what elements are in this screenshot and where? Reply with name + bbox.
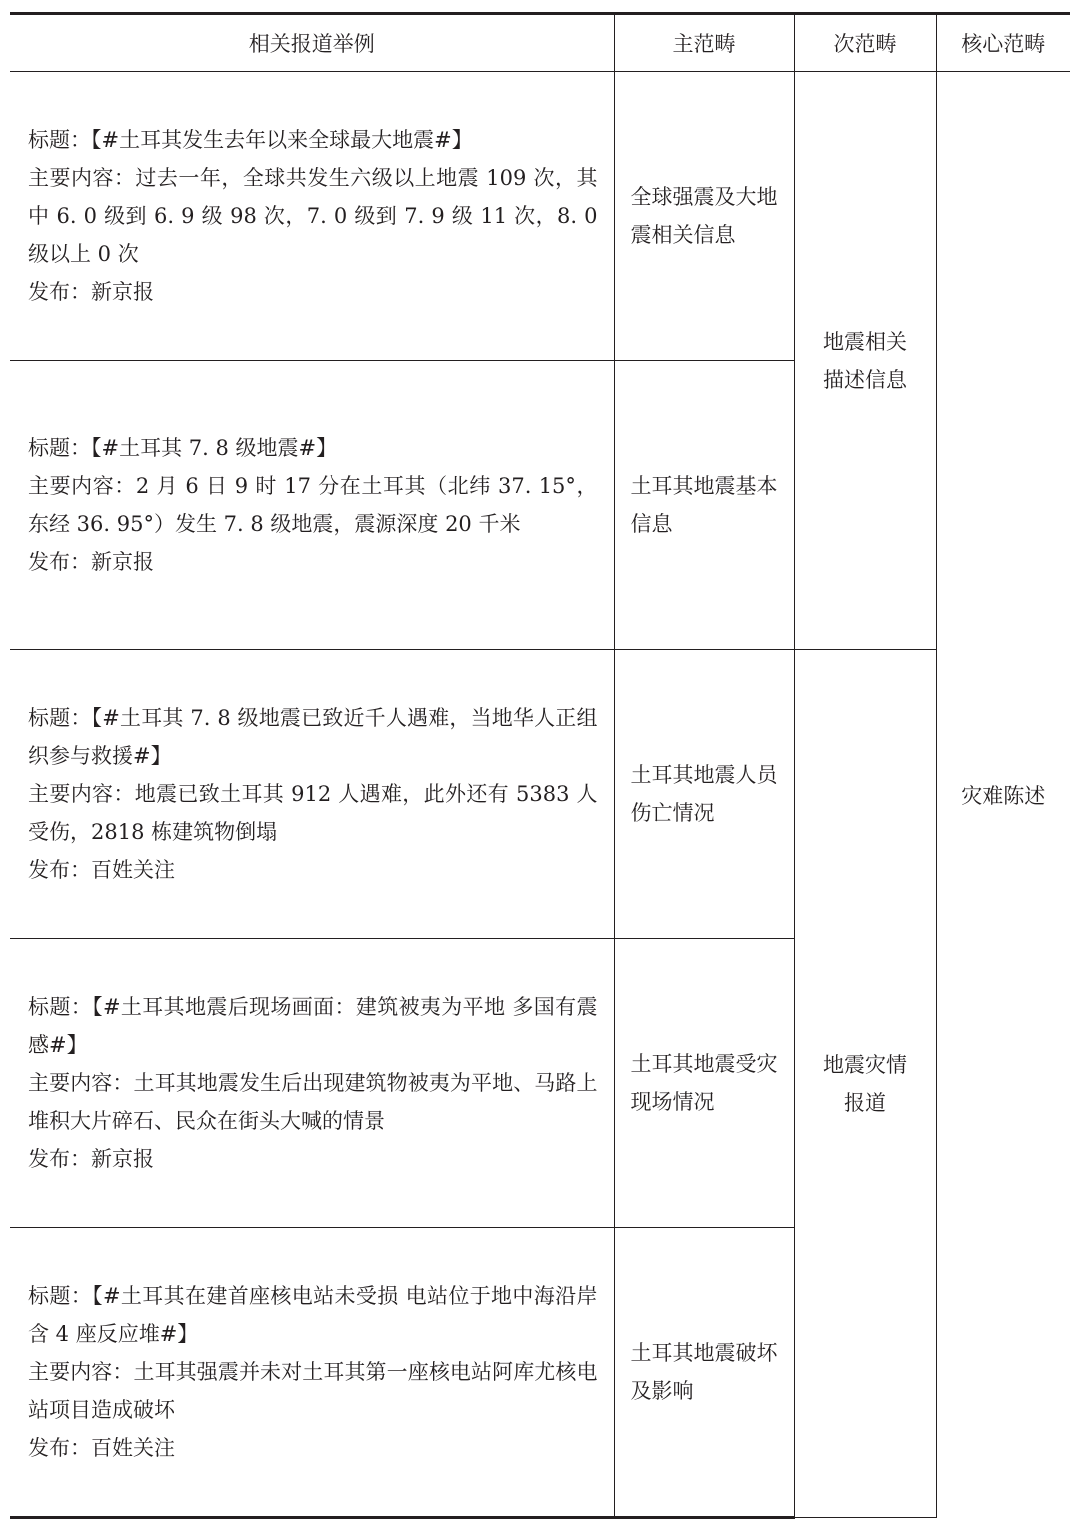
- example-cell: [10, 650, 614, 939]
- core-category-cell: 灾难陈述: [936, 72, 1070, 1518]
- report-content: 主要内容：过去一年，全球共发生六级以上地震 109 次，其中 6. 0 级到 6. 9 级 98 次，7. 0 级到 7. 9 级 11 次，8. 0 级以上 0 次: [28, 166, 598, 266]
- header-core-category: 核心范畴: [936, 14, 1070, 72]
- main-category-cell: 土耳其地震基本信息: [614, 361, 794, 650]
- sub-category-cell: 地震相关描述信息: [794, 72, 936, 650]
- main-category-cell: 土耳其地震破坏及影响: [614, 1228, 794, 1518]
- report-content: 主要内容：2 月 6 日 9 时 17 分在土耳其（北纬 37. 15°，东经 36. 95°）发生 7. 8 级地震，震源深度 20 千米: [28, 474, 598, 536]
- example-cell: [10, 939, 614, 1228]
- main-category-cell: 土耳其地震人员伤亡情况: [614, 650, 794, 939]
- report-title: 标题：【#土耳其地震后现场画面：建筑被夷为平地 多国有震感#】: [28, 995, 598, 1057]
- report-content: 主要内容：土耳其强震并未对土耳其第一座核电站阿库尤核电站项目造成破坏: [28, 1360, 598, 1422]
- example-cell: [10, 72, 614, 361]
- report-title: 标题：【#土耳其发生去年以来全球最大地震#】: [28, 128, 473, 152]
- report-publisher: 发布：百姓关注: [28, 858, 175, 882]
- header-sub-category: 次范畴: [794, 14, 936, 72]
- report-title: 标题：【#土耳其在建首座核电站未受损 电站位于地中海沿岸含 4 座反应堆#】: [28, 1284, 598, 1346]
- report-content: 主要内容：土耳其地震发生后出现建筑物被夷为平地、马路上堆积大片碎石、民众在街头大喊的情景: [28, 1071, 598, 1133]
- example-cell: [10, 1228, 614, 1518]
- header-examples: 相关报道举例: [10, 14, 614, 72]
- table-row: [10, 72, 1070, 361]
- sub-category-cell: 地震灾情报道: [794, 650, 936, 1518]
- document-page: [10, 12, 1070, 1519]
- report-publisher: 发布：百姓关注: [28, 1436, 175, 1460]
- header-row: [10, 14, 1070, 72]
- example-cell: [10, 361, 614, 650]
- report-title: 标题：【#土耳其 7. 8 级地震#】: [28, 436, 338, 460]
- main-category-cell: 土耳其地震受灾现场情况: [614, 939, 794, 1228]
- report-publisher: 发布：新京报: [28, 280, 154, 304]
- report-content: 主要内容：地震已致土耳其 912 人遇难，此外还有 5383 人受伤，2818 栋建筑物倒塌: [28, 782, 598, 844]
- coding-table: [10, 12, 1070, 1519]
- report-publisher: 发布：新京报: [28, 1147, 154, 1171]
- report-publisher: 发布：新京报: [28, 550, 154, 574]
- main-category-cell: 全球强震及大地震相关信息: [614, 72, 794, 361]
- header-main-category: 主范畴: [614, 14, 794, 72]
- report-title: 标题：【#土耳其 7. 8 级地震已致近千人遇难，当地华人正组织参与救援#】: [28, 706, 598, 768]
- table-row: [10, 650, 1070, 939]
